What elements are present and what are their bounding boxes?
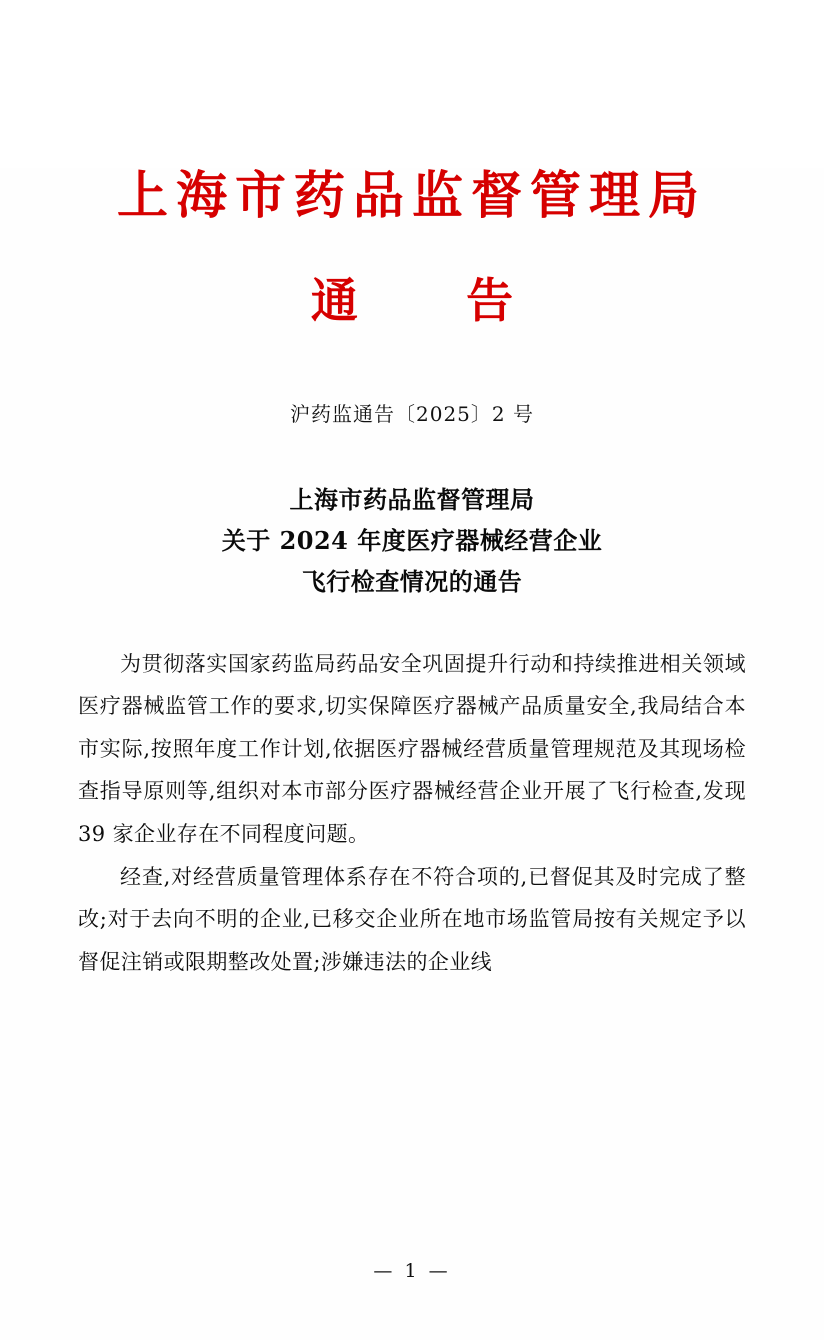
document-type-heading: 通 告 [310,274,560,330]
document-body [78,643,746,984]
body-paragraph-1: 为贯彻落实国家药监局药品安全巩固提升行动和持续推进相关领域医疗器械监管工作的要求,切实保障医疗器械产品质量安全,我局结合本市实际,按照年度工作计划,依据医疗器械经营质量管理规范及其现场检查指导原则等,组织对本市部分医疗器械经营企业开展了飞行检查,发现 39 家企业存在不同程度问题。 [78,651,746,847]
document-title [78,479,746,603]
document-number: 沪药监通告〔2025〕2 号 [290,401,534,426]
title-line-3: 飞行检查情况的通告 [301,567,523,597]
page-number-footer: — 1 — [373,1260,451,1282]
title-line-2: 关于 2024 年度医疗器械经营企业 [221,526,603,556]
body-paragraph-2: 经查,对经营质量管理体系存在不符合项的,已督促其及时完成了整改;对于去向不明的企业,已移交企业所在地市场监管局按有关规定予以督促注销或限期整改处置;涉嫌违法的企业线 [78,864,746,974]
document-page [0,168,824,1340]
title-line-1: 上海市药品监督管理局 [289,484,535,514]
issuer-masthead: 上海市药品监督管理局 [116,166,707,226]
